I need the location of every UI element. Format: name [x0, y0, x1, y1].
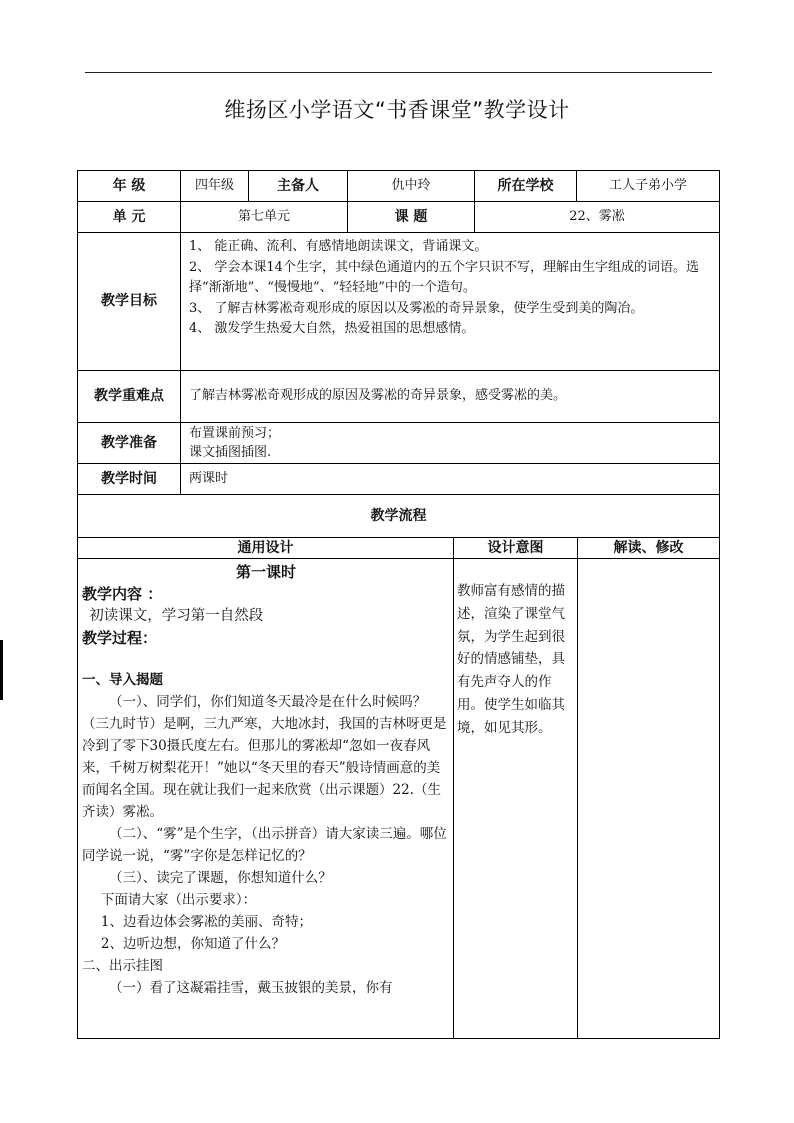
header-rule — [85, 72, 712, 73]
step-paragraph: （三）、读完了课题，你想知道什么？ — [109, 870, 332, 886]
goals-list — [189, 237, 699, 340]
step1-title: 一、导入揭题 — [82, 672, 163, 688]
col-header-intent: 设计意图 — [487, 539, 544, 556]
content-value: 初读课文，学习第一自然段 — [89, 608, 264, 624]
time-label: 教学时间 — [101, 470, 157, 487]
preparation-value — [189, 424, 280, 462]
lesson-heading: 第一课时 — [235, 563, 296, 581]
preparation-label: 教学准备 — [101, 434, 157, 451]
preparation-line: 布置课前预习； — [189, 426, 281, 441]
col-header-general: 通用设计 — [237, 539, 294, 556]
time-value: 两课时 — [189, 470, 229, 486]
goal-item: 1、 能正确、流利、有感情地朗读课文，背诵课文。 — [189, 239, 488, 254]
goal-item: 3、 了解吉林雾凇奇观形成的原因以及雾凇的奇异景象，使学生受到美的陶冶。 — [189, 300, 644, 316]
requirement-item: 1、边看边体会雾凇的美丽、奇特； — [100, 914, 312, 930]
flow-title: 教学流程 — [370, 507, 427, 524]
margin-mark — [0, 640, 3, 700]
grade-label: 年 级 — [112, 177, 146, 194]
lesson-label: 课 题 — [394, 208, 428, 225]
step-paragraph: 下面请大家（出示要求）： — [100, 892, 257, 908]
content-label: 教学内容 ： — [82, 585, 163, 603]
goal-item: 4、 激发学生热爱大自然，热爱祖国的思想感情。 — [189, 321, 475, 336]
unit-value: 第七单元 — [237, 208, 290, 224]
col-header-review: 解读、修改 — [613, 539, 684, 556]
step2-title: 二、出示挂图 — [82, 958, 163, 974]
step-paragraph: （一）看了这凝霜挂雪，戴玉披银的美景，你有 — [109, 980, 393, 996]
preparer-value: 仇中玲 — [391, 177, 431, 193]
lesson-value: 22、雾凇 — [569, 208, 625, 224]
step-paragraph: （二）、“雾”是个生字，（出示拼音）请大家读三遍。哪位同学说一说，“雾”字你是怎样记忆的？ — [82, 826, 447, 864]
general-design-content — [82, 561, 450, 999]
grade-value: 四年级 — [194, 177, 234, 193]
preparer-label: 主备人 — [277, 177, 319, 194]
design-intent-note: 教师富有感情的描述，渲染了课堂气氛，为学生起到很好的情感铺垫，具有先声夺人的作用。使学生如临其境，如见其形。 — [457, 583, 565, 736]
process-label: 教学过程： — [82, 629, 158, 647]
school-value: 工人子弟小学 — [608, 177, 687, 193]
preparation-line: 课文插图插图. — [189, 445, 272, 460]
requirement-item: 2、边听边想，你知道了什么？ — [100, 936, 285, 952]
goal-item: 2、 学会本课14个生字，其中绿色通道内的五个字只识不写，理解由生字组成的词语。选择“渐渐地”、“慢慢地”、“轻轻地”中的一个造句。 — [189, 259, 699, 295]
step-paragraph: （一）、同学们，你们知道冬天最冷是在什么时候吗？（三九时节）是啊，三九严寒，大地冰封，我国的吉林呀更是冷到了零下30摄氏度左右。但那儿的雾凇却“忽如一夜春风来，千树万树梨花开！”她以“冬天里的春天”般诗情画意的美而闻名全国。现在就让我们一起来欣赏（出示课题）22.（生齐读）雾凇。 — [82, 694, 447, 820]
document-title: 维扬区小学语文“书香课堂”教学设计 — [224, 98, 570, 122]
goals-label: 教学目标 — [101, 293, 157, 310]
unit-label: 单 元 — [112, 208, 146, 225]
key-points-label: 教学重难点 — [94, 388, 164, 405]
key-points-value: 了解吉林雾凇奇观形成的原因及雾凇的奇异景象，感受雾凇的美。 — [189, 388, 567, 404]
school-label: 所在学校 — [497, 177, 554, 194]
